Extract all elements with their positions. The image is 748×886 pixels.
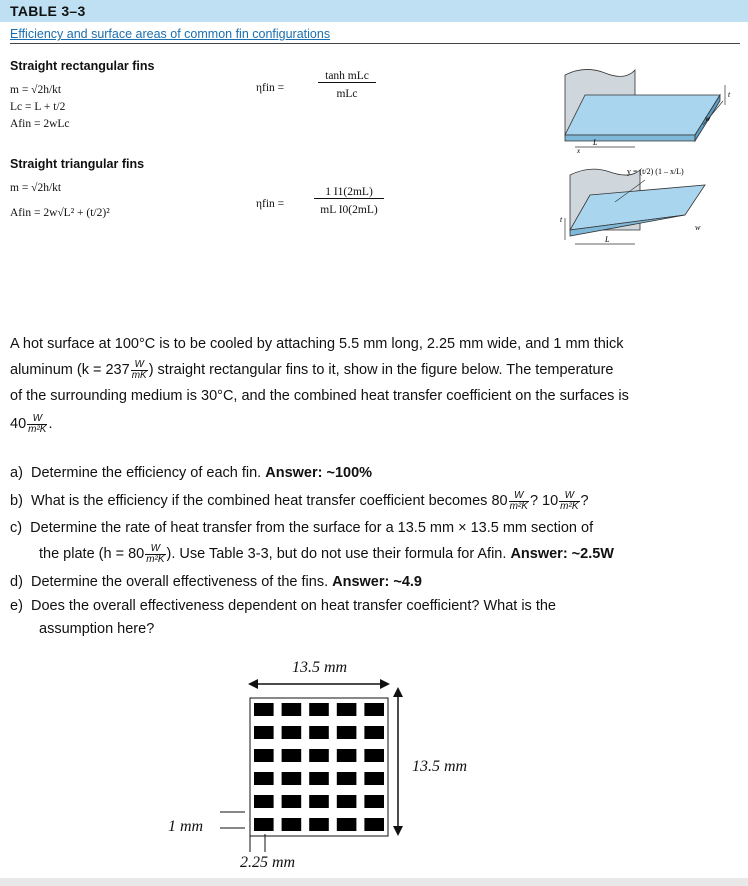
problem-line-2: aluminum (k = 237 $\frac{W}{mK}$ ) straight rectangular fins to it, show in the figure below. The temperature (10, 358, 614, 381)
fin-block (254, 772, 274, 785)
dim-ticks (215, 806, 285, 856)
fin-block (309, 703, 329, 716)
rect-lc-formula: Lc = L + t/2 (10, 101, 66, 113)
fin-block (282, 726, 302, 739)
tri-afin-formula: Afin = 2w√L² + (t/2)² (10, 207, 110, 219)
rect-eta-numerator: tanh mLc (318, 70, 376, 83)
fin-block (364, 749, 384, 762)
problem-line-4: 40 $\frac{W}{\text{m²K}}$ . (10, 412, 53, 435)
left-dimension-label: 1 mm (168, 818, 204, 835)
rect-fins-heading: Straight rectangular fins (10, 59, 155, 73)
question-d: d) Determine the overall effectiveness of the fins. Answer: ~4.9 (10, 574, 423, 590)
table-rule (10, 43, 740, 44)
question-a: a) Determine the efficiency of each fin. Answer: ~100% (10, 465, 373, 481)
rect-L-label: L (593, 138, 598, 147)
question-e-line2: assumption here? (39, 621, 155, 637)
fin-block (282, 749, 302, 762)
fin-block (254, 749, 274, 762)
tri-eta-numerator: 1 I1(2mL) (314, 186, 384, 199)
fin-block (337, 818, 357, 831)
fin-block (364, 772, 384, 785)
page-bottom-bar (0, 878, 748, 886)
fin-block (337, 795, 357, 808)
fin-block (364, 818, 384, 831)
question-c: c) Determine the rate of heat transfer from the surface for a 13.5 mm × 13.5 mm section of (10, 520, 594, 536)
top-dimension-label: 13.5 mm (292, 659, 348, 676)
fin-block (337, 703, 357, 716)
fin-block (364, 703, 384, 716)
rect-m-formula: m = √2h/kt (10, 84, 62, 96)
question-e: e) Does the overall effectiveness dependent on heat transfer coefficient? What is the (10, 598, 556, 614)
fin-block (254, 726, 274, 739)
table-header-bar (0, 0, 748, 22)
table-title: TABLE 3–3 (10, 3, 86, 19)
tri-w-label: w (695, 223, 701, 232)
tri-eta-denominator: mL I0(2mL) (320, 204, 378, 216)
tri-fins-heading: Straight triangular fins (10, 157, 145, 171)
problem-line-1: A hot surface at 100°C is to be cooled by attaching 5.5 mm long, 2.25 mm wide, and 1 mm thick (10, 336, 624, 352)
fin-block (309, 795, 329, 808)
tri-L-label: L (605, 235, 610, 244)
tri-eta-label: ηfin = (256, 198, 285, 210)
tri-m-formula: m = √2h/kt (10, 182, 62, 194)
table-subtitle: Efficiency and surface areas of common fin configurations (10, 27, 331, 41)
rect-eta-denominator: mLc (336, 88, 358, 100)
fin-block (309, 818, 329, 831)
fin-block (364, 795, 384, 808)
tri-t-label: t (560, 215, 563, 224)
fin-block (337, 726, 357, 739)
rect-t-label: t (728, 90, 731, 99)
problem-line-3: of the surrounding medium is 30°C, and the combined heat transfer coefficient on the surfaces is (10, 388, 629, 404)
rect-eta-label: ηfin = (256, 82, 285, 94)
rect-fin-diagram (555, 55, 735, 155)
fin-block (364, 726, 384, 739)
fin-block (337, 749, 357, 762)
fin-block (309, 726, 329, 739)
question-b: b) What is the efficiency if the combined heat transfer coefficient becomes 80 $\frac{W}{\text{m²K}}$ ? 10 $\frac{W}{\text{m²K}}$ ? (10, 489, 589, 512)
fin-block (309, 772, 329, 785)
fin-block (282, 703, 302, 716)
right-dimension-label: 13.5 mm (412, 758, 468, 775)
fin-block (254, 703, 274, 716)
question-c-line2: the plate (h = 80 $\frac{W}{\text{m²K}}$ ). Use Table 3-3, but do not use their formula for Afin. Answer: ~2.5W (39, 542, 614, 565)
tri-curve-label: y = (t/2) (1 – x/L) (627, 167, 684, 176)
tri-fin-diagram (555, 160, 740, 250)
rect-afin-formula: Afin = 2wLc (10, 118, 70, 130)
fin-block (337, 772, 357, 785)
rect-w-label: w (705, 114, 711, 123)
bottom-dimension-label: 2.25 mm (240, 854, 296, 871)
fin-block (282, 772, 302, 785)
rect-x-label: x (577, 147, 581, 155)
fin-block (309, 749, 329, 762)
